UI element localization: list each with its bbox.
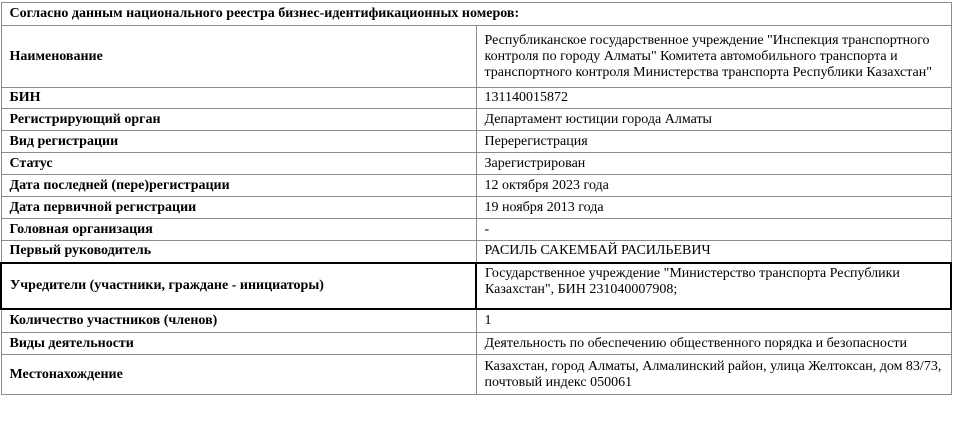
value-name: Республиканское государственное учреждение "Инспекция транспортного контроля по городу Алматы" Комитета автомобильного транспорта и транспортного контроля Министерства транспорта Республики Казахстан" <box>476 26 951 88</box>
label-activities: Виды деятельности <box>1 333 476 355</box>
row-members-count <box>1 309 951 333</box>
label-location: Местонахождение <box>1 355 476 395</box>
row-bin <box>1 88 951 109</box>
label-founders: Учредители (участники, граждане - инициаторы) <box>1 263 476 309</box>
label-status: Статус <box>1 153 476 175</box>
label-head-organization: Головная организация <box>1 219 476 241</box>
value-head-organization: - <box>476 219 951 241</box>
row-head-organization <box>1 219 951 241</box>
label-registering-authority: Регистрирующий орган <box>1 109 476 131</box>
row-activities <box>1 333 951 355</box>
label-bin: БИН <box>1 88 476 109</box>
registry-table <box>0 2 952 395</box>
value-location: Казахстан, город Алматы, Алмалинский район, улица Желтоксан, дом 83/73, почтовый индекс 050061 <box>476 355 951 395</box>
registry-header: Согласно данным национального реестра бизнес-идентификационных номеров: <box>1 3 951 26</box>
value-last-registration-date: 12 октября 2023 года <box>476 175 951 197</box>
value-members-count: 1 <box>476 309 951 333</box>
registry-header-row <box>1 3 951 26</box>
row-first-registration-date <box>1 197 951 219</box>
row-location <box>1 355 951 395</box>
row-registering-authority <box>1 109 951 131</box>
label-registration-type: Вид регистрации <box>1 131 476 153</box>
value-first-registration-date: 19 ноября 2013 года <box>476 197 951 219</box>
value-bin: 131140015872 <box>476 88 951 109</box>
row-first-head <box>1 241 951 263</box>
row-last-registration-date <box>1 175 951 197</box>
label-members-count: Количество участников (членов) <box>1 309 476 333</box>
label-last-registration-date: Дата последней (пере)регистрации <box>1 175 476 197</box>
label-name: Наименование <box>1 26 476 88</box>
row-registration-type <box>1 131 951 153</box>
row-status <box>1 153 951 175</box>
value-registering-authority: Департамент юстиции города Алматы <box>476 109 951 131</box>
label-first-head: Первый руководитель <box>1 241 476 263</box>
value-founders: Государственное учреждение "Министерство транспорта Республики Казахстан", БИН 231040007908; <box>476 263 951 309</box>
label-first-registration-date: Дата первичной регистрации <box>1 197 476 219</box>
value-status: Зарегистрирован <box>476 153 951 175</box>
value-activities: Деятельность по обеспечению общественного порядка и безопасности <box>476 333 951 355</box>
row-founders <box>1 263 951 309</box>
value-registration-type: Перерегистрация <box>476 131 951 153</box>
row-name <box>1 26 951 88</box>
value-first-head: РАСИЛЬ САКЕМБАЙ РАСИЛЬЕВИЧ <box>476 241 951 263</box>
